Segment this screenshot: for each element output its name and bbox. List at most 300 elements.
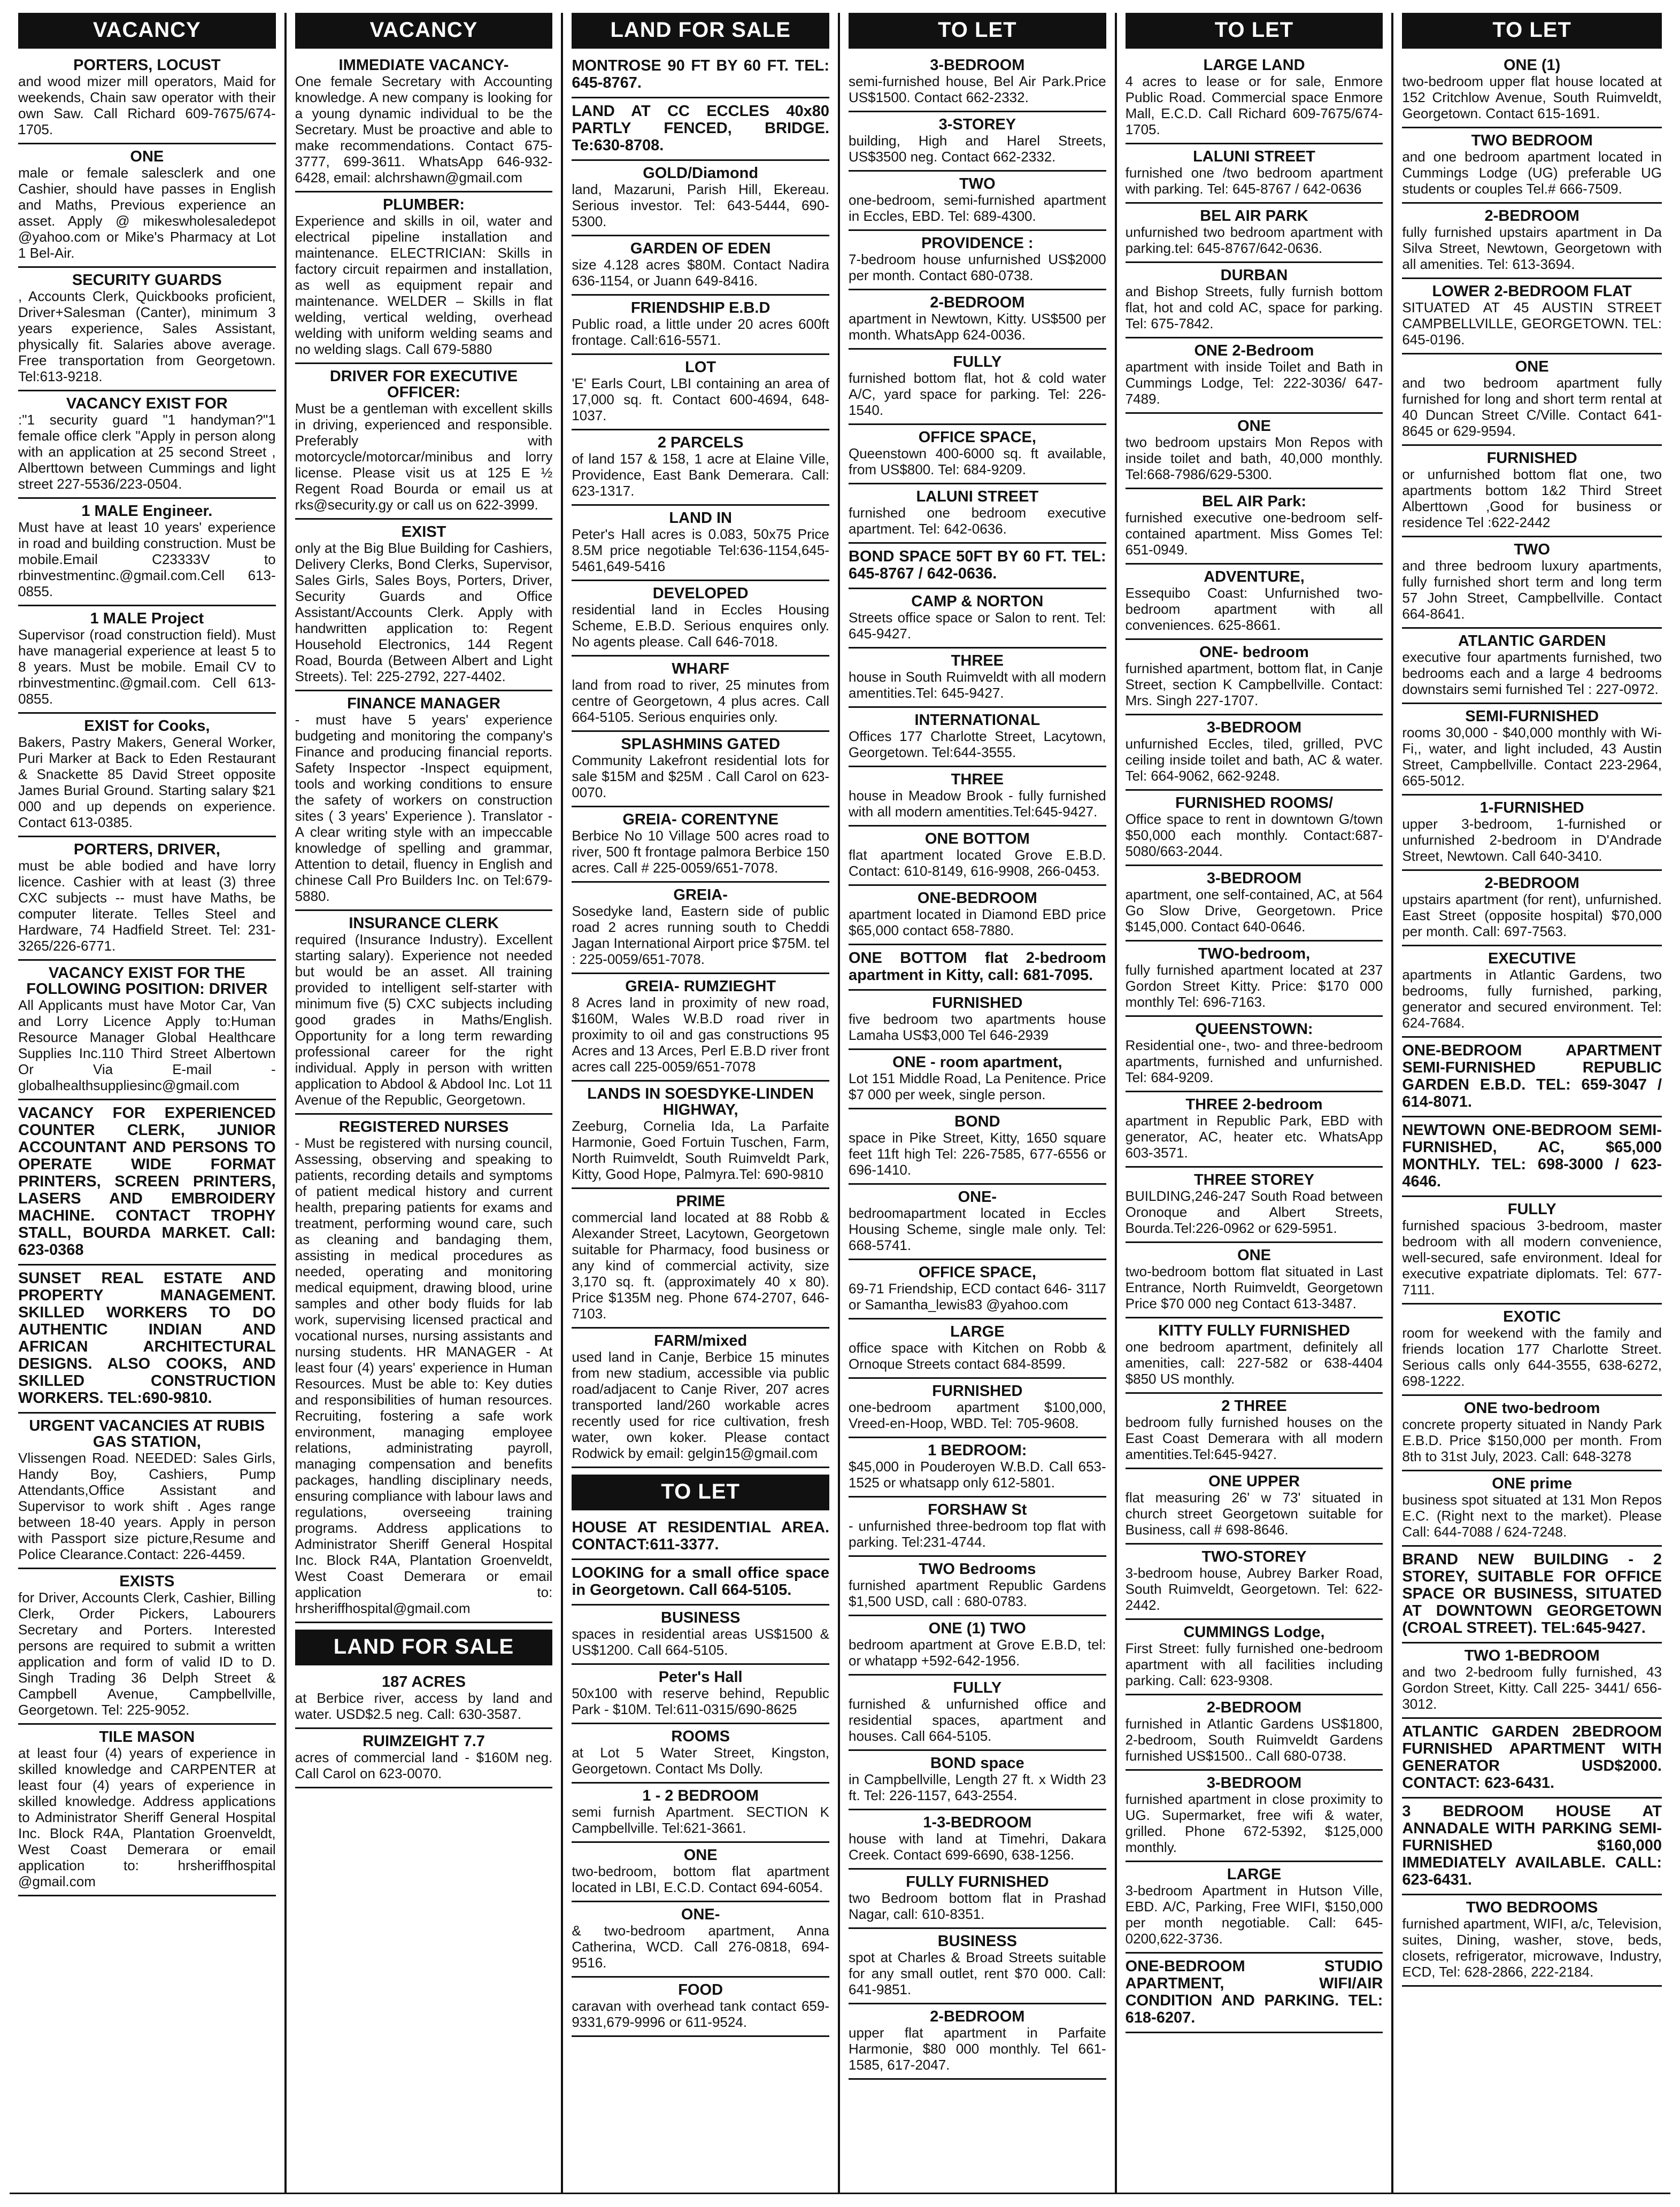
ad-body: one-bedroom apartment $100,000, Vreed-en-Hoop, WBD. Tel: 705-9608.	[849, 1399, 1106, 1431]
classified-ad	[18, 606, 276, 714]
ad-body: two-bedroom upper flat house located at 152 Critchlow Avenue, South Ruimveldt, Georgetown. Contact 615-1691.	[1402, 73, 1662, 121]
classified-ad	[572, 53, 829, 98]
ad-lead: ONE - room apartment,	[892, 1054, 1062, 1071]
ad-body: in Campbellville, Length 27 ft. x Width 23 ft. Tel: 226-1157, 643-2554.	[849, 1771, 1106, 1803]
ad-body: Vlissengen Road. NEEDED: Sales Girls, Handy Boy, Cashiers, Pump Attendants,Office Assistant and Supervisor to work shift . Ages range between 18-40 years. Apply in person with Passport size picture,Resume and Police Clearance.Contact: 226-4459.	[18, 1450, 276, 1562]
classified-ad	[1402, 1396, 1662, 1471]
ad-lead: TWO-STOREY	[1201, 1548, 1307, 1565]
ad-body: apartment with inside Toilet and Bath in Cummings Lodge, Tel: 222-3036/ 647-7489.	[1125, 359, 1383, 407]
ad-lead: 3-BEDROOM	[1206, 870, 1302, 887]
classified-ad	[1126, 1469, 1383, 1545]
ad-lead: THREE STOREY	[1193, 1171, 1315, 1189]
classified-ad	[849, 1929, 1106, 2004]
classified-ad	[572, 1515, 829, 1560]
ad-body: 69-71 Friendship, ECD contact 646- 3117 or Samantha_lewis83 @yahoo.com	[849, 1280, 1106, 1313]
classified-ad	[849, 1751, 1106, 1810]
ad-lead: BEL AIR PARK	[1200, 207, 1308, 225]
ad-body: furnished spacious 3-bedroom, master bedroom with all modern convenience, well-secured, safe environment. Ideal for executive expatriate diplomats. Tel: 677-7111.	[1402, 1217, 1662, 1298]
classified-ad	[572, 1606, 829, 1665]
classified-ad	[295, 192, 553, 364]
ad-body: residential land in Eccles Housing Scheme, E.B.D. Serious enquires only. No agents please. Call 646-7018.	[572, 601, 829, 650]
ad-lead: FINANCE MANAGER	[347, 695, 500, 712]
ad-body: Bakers, Pastry Makers, General Worker, Puri Marker at Back to Eden Restaurant & Snackette 85 David Street opposite James Burial Ground. Starting salary $21 000 and up depends on experience. Contact 613-0385.	[18, 734, 276, 830]
classified-ad	[295, 1670, 553, 1729]
ad-body: upper flat apartment in Parfaite Harmonie, $80 000 monthly. Tel 661-1585, 617-2047.	[849, 2025, 1106, 2073]
classified-ad	[572, 883, 829, 974]
ad-body: apartment, one self-contained, AC, at 564 Go Slow Drive, Georgetown. Price $145,000. Contact 640-0646.	[1125, 886, 1383, 935]
classified-ad	[1126, 263, 1383, 338]
ad-lead: ONE- bedroom	[1199, 644, 1309, 661]
ad-lead: RUIMZEIGHT 7.7	[363, 1733, 485, 1750]
ad-body: at Lot 5 Water Street, Kingston, Georgetown. Contact Ms Dolly.	[572, 1745, 829, 1777]
ad-body: & two-bedroom apartment, Anna Catherina, WCD. Call 276-0818, 694-9516.	[572, 1923, 829, 1971]
classified-ad	[849, 1185, 1106, 1260]
classified-ad	[1402, 354, 1662, 446]
classified-ad	[1126, 1545, 1383, 1620]
classified-ad	[1126, 1092, 1383, 1168]
ad-body: five bedroom two apartments house Lamaha US$3,000 Tel 646-2939	[849, 1011, 1106, 1043]
section-header: TO LET	[1402, 13, 1662, 49]
classified-ad	[849, 1109, 1106, 1185]
classified-ad	[1402, 1799, 1662, 1895]
ad-lead: SEMI-FURNISHED	[1465, 708, 1599, 725]
ad-body: - Must be registered with nursing council, Assessing, observing and speaking to patients, recording details and symptoms of patient medical history and current health, preparing patients for exams and treatment, performing wound care, such as cleaning and bandaging them, assisting in medical procedures as needed, operating and monitoring medical equipment, drawing blood, urine samples and other body fluids for lab work, supervising licensed practical and vocational nurses, nursing assistants and nursing students. HR MANAGER - At least four (4) years' experience in Human Resources. Must be able to: Key duties and responsibilities of human resources. Recruiting, fostering a safe work environment, managing employee relations, administrating payroll, managing compensation and benefits packages, handling disciplinary needs, ensuring compliance with labour laws and regulations, overseeing training programs. Address applications to Administrator Sheriff General Hospital Inc. Block R4A, Plantation Groenveldt, West Coast Demerara or email application to: hrsheriffhospital@gmail.com	[295, 1135, 553, 1616]
classified-ad	[572, 296, 829, 355]
ad-body: concrete property situated in Nandy Park E.B.D. Price $150,000 per month. From 8th to 31st July, 2023. Call: 648-3278	[1402, 1416, 1662, 1464]
ad-lead: ONE	[683, 1847, 718, 1864]
ad-body: furnished one bedroom executive apartment. Tel: 642-0636.	[849, 505, 1106, 537]
classified-ad	[1402, 1471, 1662, 1547]
ad-body: male or female salesclerk and one Cashier, should have passes in English and Maths, Previous experience an asset. Apply @ mikeswholesaledepot @yahoo.com or Mike's Pharmacy at Lot 1 Bel-Air.	[18, 165, 276, 261]
ad-body: BOND SPACE 50FT BY 60 FT. TEL: 645-8767 / 642-0636.	[849, 548, 1106, 582]
ad-body: bedroom fully furnished houses on the East Coast Demerara with all modern amentities.Tel:645-9427.	[1125, 1414, 1383, 1462]
ad-lead: ONE prime	[1492, 1475, 1573, 1492]
ad-lead: DURBAN	[1220, 267, 1288, 284]
page-bottom-rule	[10, 2193, 1670, 2194]
classified-ad	[849, 827, 1106, 886]
ad-lead: WHARF	[672, 660, 730, 677]
classified-ad	[1126, 1168, 1383, 1243]
classified-ad	[1402, 704, 1662, 796]
section-header: VACANCY	[295, 13, 553, 49]
ad-body: NEWTOWN ONE-BEDROOM SEMI-FURNISHED, AC, $65,000 MONTHLY. TEL: 698-3000 / 623-4646.	[1402, 1122, 1662, 1190]
classified-ad	[1126, 1862, 1383, 1954]
ad-lead: 3-BEDROOM	[1206, 1774, 1302, 1792]
ad-body: at least four (4) years of experience in skilled knowledge and CARPENTER at least four (4) years of experience in skilled knowledge. Address applications to Administrator Sheriff General Hospital Inc. Block R4A, Plantation Groenveldt, West Coast Demerara or email application to: hrsheriffhospital @gmail.com	[18, 1745, 276, 1889]
classified-ad	[572, 430, 829, 506]
ad-body: Queenstown 400-6000 sq. ft available, from US$800. Tel: 684-9209.	[849, 445, 1106, 477]
classified-ad	[849, 708, 1106, 767]
ad-body: - unfurnished three-bedroom top flat with parking. Tel:231-4744.	[849, 1518, 1106, 1550]
section-header: LAND FOR SALE	[295, 1630, 553, 1665]
ad-lead: BEL AIR Park:	[1201, 493, 1306, 510]
ad-lead: FARM/mixed	[654, 1332, 747, 1349]
classified-ad	[1402, 279, 1662, 354]
classified-ad	[1402, 1547, 1662, 1643]
classified-ad	[572, 236, 829, 296]
ad-body: upper 3-bedroom, 1-furnished or unfurnished 2-bedroom in D'Andrade Street, Newtown. Call 640-3410.	[1402, 816, 1662, 864]
ad-lead: TWO 1-BEDROOM	[1464, 1647, 1600, 1664]
classified-ad	[572, 1189, 829, 1329]
ad-lead: THREE	[951, 652, 1004, 669]
ad-body: apartment in Newtown, Kitty. US$500 per month. WhatsApp 624-0036.	[849, 311, 1106, 343]
section-header: TO LET	[1126, 13, 1383, 49]
ad-lead: ONE 2-Bedroom	[1194, 342, 1314, 359]
ad-body: fully furnished apartment located at 237 Gordon Street Kitty. Price: $170 000 monthly Tel: 696-7163.	[1125, 962, 1383, 1010]
classified-ad	[849, 991, 1106, 1050]
ad-body: business spot situated at 131 Mon Repos E.C. (Right next to the market). Please Call: 644-7088 / 624-7248.	[1402, 1492, 1662, 1540]
ad-body: furnished apartment, bottom flat, in Canje Street, section K Campbellville. Contact: Mrs. Singh 227-1707.	[1125, 660, 1383, 708]
classified-ad	[849, 1676, 1106, 1751]
classified-ad	[572, 732, 829, 807]
ad-lead: TWO-bedroom,	[1198, 945, 1311, 962]
classified-ad	[1126, 53, 1383, 144]
ad-lead: VACANCY EXIST FOR	[66, 395, 228, 412]
ad-lead: 1 - 2 BEDROOM	[642, 1787, 759, 1804]
ad-body: 3 BEDROOM HOUSE AT ANNADALE WITH PARKING SEMI-FURNISHED $160,000 IMMEDIATELY AVAILABLE. CALL: 623-6431.	[1402, 1803, 1662, 1888]
classified-ad	[295, 1115, 553, 1623]
ad-body: used land in Canje, Berbice 15 minutes from new stadium, accessible via public road/adjacent to Canje River, 207 acres transported land/260 workable acres recently used for rice cultivation, fresh water, own koker. Please contact Rodwick by email: gelgin15@gmail.com	[572, 1349, 829, 1461]
ad-lead: BOND space	[930, 1755, 1024, 1772]
classified-ad	[1126, 489, 1383, 565]
classified-ad	[18, 1725, 276, 1896]
ad-lead: 187 ACRES	[382, 1673, 466, 1691]
classified-ad	[1126, 1771, 1383, 1862]
ad-lead: DEVELOPED	[652, 585, 749, 602]
ad-lead: PORTERS, DRIVER,	[73, 841, 220, 858]
ad-body: BUILDING,246-247 South Road between Oronoque and Albert Streets, Bourda.Tel:226-0962 or 629-5951.	[1125, 1188, 1383, 1236]
ad-lead: ATLANTIC GARDEN	[1458, 632, 1606, 650]
ad-lead: 1 MALE Project	[90, 610, 204, 627]
classified-ad	[18, 391, 276, 499]
ad-body: of land 157 & 158, 1 acre at Elaine Ville, Providence, East Bank Demerara. Call: 623-1317.	[572, 451, 829, 499]
classified-ad	[572, 974, 829, 1082]
ad-lead: 2 PARCELS	[657, 434, 744, 451]
classified-ad	[572, 98, 829, 161]
ad-body: spot at Charles & Broad Streets suitable for any small outlet, rent $70 000. Call: 641-9851.	[849, 1949, 1106, 1997]
classified-ad	[849, 1050, 1106, 1109]
classified-column-3	[563, 13, 840, 2194]
ad-lead: CUMMINGS Lodge,	[1183, 1624, 1325, 1641]
ad-body: 7-bedroom house unfurnished US$2000 per month. Contact 680-0738.	[849, 251, 1106, 283]
ad-lead: 2 THREE	[1221, 1398, 1287, 1415]
ad-lead: FULLY	[953, 353, 1002, 371]
classified-ad	[849, 886, 1106, 945]
ad-body: 'E' Earls Court, LBI containing an area of 17,000 sq. ft. Contact 600-4694, 648-1037.	[572, 375, 829, 423]
ad-body: Peter's Hall acres is 0.083, 50x75 Price 8.5M price negotiable Tel:636-1154,645-5461,649-5416	[572, 526, 829, 574]
ad-lead: ONE-	[681, 1906, 720, 1923]
ad-lead: PORTERS, LOCUST	[73, 57, 221, 74]
ad-body: Community Lakefront residential lots for sale $15M and $25M . Call Carol on 623-0070.	[572, 752, 829, 800]
ad-body: two Bedroom bottom flat in Prashad Nagar, call: 610-8351.	[849, 1890, 1106, 1922]
classified-ad	[849, 2004, 1106, 2080]
classified-ad	[572, 1784, 829, 1843]
ad-body: furnished & unfurnished office and residential spaces, apartment and houses. Call 664-5105.	[849, 1696, 1106, 1744]
ad-body: One female Secretary with Accounting knowledge. A new company is looking for a young dynamic individual to be the Secretary. Must be proactive and able to make recommendations. Contact 675-3777, 699-3611. WhatsApp 646-932-6428, email: alchrshawn@gmail.com	[295, 73, 553, 186]
ad-body: Must have at least 10 years' experience in road and building construction. Must be mobile.Email C23333V to rbinvestmentinc.@gmail.com.Cell 613-0855.	[18, 519, 276, 599]
classified-ad	[849, 484, 1106, 544]
classified-ad	[572, 807, 829, 883]
ad-lead: 1 MALE Engineer.	[81, 503, 213, 520]
ad-lead: GREIA-	[673, 886, 728, 904]
ad-body: and Bishop Streets, fully furnish bottom flat, hot and cold AC, space for parking. Tel: 675-7842.	[1125, 283, 1383, 331]
ad-lead: TWO	[959, 175, 996, 192]
classified-column-4	[840, 13, 1117, 2194]
classifieds-columns	[10, 13, 1670, 2194]
ad-body: and three bedroom luxury apartments, fully furnished short term and long term 57 John Street, Campbellville. Contact 664-8641.	[1402, 558, 1662, 622]
classified-ad	[1402, 446, 1662, 537]
ad-body: Lot 151 Middle Road, La Penitence. Price $7 000 per week, single person.	[849, 1070, 1106, 1102]
classified-ad	[572, 657, 829, 732]
ad-lead: 2-BEDROOM	[1484, 875, 1579, 892]
ad-lead: VACANCY EXIST FOR THE FOLLOWING POSITION: DRIVER	[26, 964, 268, 998]
ad-lead: 3-BEDROOM	[1206, 719, 1302, 736]
ad-body: :"1 security guard "1 handyman?"1 female office clerk "Apply in person along with an application at 25 second Street , Alberttown between Cummings and light street 227-5536/223-0504.	[18, 412, 276, 492]
ad-body: Must be a gentleman with excellent skills in driving, experienced and responsible. Preferably with motorcycle/motorcar/minibus and lorry license. Please visit us at 125 E ½ Regent Road Bourda or email us at rks@security.gy or call us on 622-3999.	[295, 400, 553, 513]
ad-lead: 2-BEDROOM	[930, 294, 1025, 311]
ad-lead: GREIA- CORENTYNE	[622, 811, 779, 828]
ad-body: house with land at Timehri, Dakara Creek. Contact 699-6690, 638-1256.	[849, 1831, 1106, 1863]
ad-body: semi furnish Apartment. SECTION K Campbellville. Tel:621-3661.	[572, 1804, 829, 1836]
ad-body: Zeeburg, Cornelia Ida, La Parfaite Harmonie, Goed Fortuin Tuschen, Farm, North Ruimveldt, South Ruimveldt Park, Kitty, Good Hope, Palmyra.Tel: 690-9810	[572, 1118, 829, 1182]
ad-lead: FURNISHED	[932, 1383, 1023, 1400]
ad-body: two-bedroom bottom flat situated in Last Entrance, North Ruimveldt, Georgetown Price $70 000 neg Contact 613-3487.	[1125, 1263, 1383, 1311]
classified-ad	[295, 520, 553, 691]
ad-lead: LOWER 2-BEDROOM FLAT	[1432, 283, 1632, 300]
ad-body: Streets office space or Salon to rent. Tel: 645-9427.	[849, 609, 1106, 642]
ad-lead: ONE	[1237, 1247, 1271, 1264]
classified-ad	[1402, 1719, 1662, 1799]
ad-body: ONE-BEDROOM APARTMENT SEMI-FURNISHED REPUBLIC GARDEN E.B.D. TEL: 659-3047 / 614-8071.	[1402, 1042, 1662, 1110]
classified-ad	[1402, 796, 1662, 871]
ad-lead: URGENT VACANCIES AT RUBIS GAS STATION,	[29, 1417, 265, 1450]
ad-lead: 1-FURNISHED	[1479, 799, 1584, 816]
classified-column-2	[287, 13, 564, 2194]
ad-lead: IMMEDIATE VACANCY-	[338, 57, 509, 74]
ad-lead: TWO	[1514, 541, 1550, 558]
classified-ad	[849, 1870, 1106, 1929]
ad-body: required (Insurance Industry). Excellent starting salary). Experience not needed but would be an asset. All training provided to intelligent self-starter with minimum five (5) CXC subjects including good grades in Maths/English. Opportunity for a long term rewarding professional career for the right individual. Apply in person with written application to Abdool & Abdool Inc. Lot 11 Avenue of the Republic, Georgetown.	[295, 931, 553, 1108]
ad-body: one-bedroom, semi-furnished apartment in Eccles, EBD. Tel: 689-4300.	[849, 192, 1106, 224]
ad-body: apartments in Atlantic Gardens, two bedrooms, fully furnished, parking, generator and secured environment. Tel: 624-7684.	[1402, 967, 1662, 1031]
classified-ad	[1402, 871, 1662, 946]
ad-body: ONE BOTTOM flat 2-bedroom apartment in Kitty, call: 681-7095.	[849, 950, 1106, 984]
classified-ad	[849, 112, 1106, 172]
classified-ad	[1402, 629, 1662, 704]
classified-ad	[1126, 715, 1383, 791]
classified-ad	[1126, 1243, 1383, 1318]
classified-ad	[849, 1616, 1106, 1676]
ad-body: and two bedroom apartment fully furnished for long and short term rental at 40 Duncan Street C/Ville. Contact 641-8645 or 629-9594.	[1402, 375, 1662, 439]
ad-body: Experience and skills in oil, water and electrical pipeline installation and maintenance. ELECTRICIAN: Skills in factory circuit repairmen and installation, as well as equipment repair and maintenance. WELDER – Skills in flat welding, vertical welding, overhead welding with uniform welding seams and no welding slags. Call 679-5880	[295, 213, 553, 357]
ad-lead: 1-3-BEDROOM	[923, 1814, 1032, 1831]
ad-lead: LALUNI STREET	[1193, 148, 1315, 165]
classified-ad	[572, 1843, 829, 1902]
ad-lead: PRIME	[676, 1193, 726, 1210]
ad-body: executive four apartments furnished, two bedrooms each and a large 4 bedrooms downstairs semi furnished Tel : 227-0972.	[1402, 649, 1662, 697]
ad-lead: OFFICE SPACE,	[918, 429, 1036, 446]
ad-body: furnished apartment in close proximity to UG. Supermarket, free wifi & water, grilled. Phone 672-5392, $125,000 monthly.	[1125, 1791, 1383, 1855]
ad-body: BRAND NEW BUILDING - 2 STOREY, SUITABLE FOR OFFICE SPACE OR BUSINESS, SITUATED AT DOWNTOWN GEORGETOWN (CROAL STREET). TEL:645-9427.	[1402, 1551, 1662, 1637]
ad-body: rooms 30,000 - $40,000 monthly with Wi-Fi,, water, and light included, 43 Austin Street, Campbellville. Contact 223-2964, 665-5012.	[1402, 724, 1662, 789]
ad-body: furnished one /two bedroom apartment with parking. Tel: 645-8767 / 642-0636	[1125, 165, 1383, 197]
ad-lead: THREE 2-bedroom	[1185, 1096, 1323, 1113]
ad-lead: INTERNATIONAL	[914, 712, 1041, 729]
ad-lead: ONE UPPER	[1208, 1473, 1300, 1490]
classified-ad	[295, 1729, 553, 1788]
classified-ad	[849, 1810, 1106, 1870]
ad-lead: Peter's Hall	[658, 1669, 743, 1686]
ad-body: upstairs apartment (for rent), unfurnished. East Street (opposite hospital) $70,000 per month. Call: 697-7563.	[1402, 891, 1662, 939]
ad-body: Berbice No 10 Village 500 acres road to river, 500 ft frontage palmora Berbice 150 acres. Call # 225-0059/651-7078.	[572, 828, 829, 876]
ad-lead: THREE	[951, 771, 1004, 788]
ad-lead: TWO BEDROOM	[1471, 132, 1593, 149]
classified-column-5	[1117, 13, 1394, 2194]
classified-ad	[18, 1569, 276, 1725]
classified-ad	[18, 1414, 276, 1569]
ad-lead: LARGE	[950, 1323, 1005, 1340]
classified-ad	[849, 1498, 1106, 1557]
ad-body: 4 acres to lease or for sale, Enmore Public Road. Commercial space Enmore Mall, E.C.D. Call Richard 609-7675/674-1705.	[1125, 73, 1383, 137]
ad-body: for Driver, Accounts Clerk, Cashier, Billing Clerk, Order Pickers, Labourers Secretary and Porters. Interested persons are required to submit a written application and form of valid ID to D. Singh Trading 36 Delph Street & Campbell Avenue, Campbellville, Georgetown. Tel: 225-9052.	[18, 1589, 276, 1718]
classified-ad	[1402, 946, 1662, 1038]
ad-lead: LANDS IN SOESDYKE-LINDEN HIGHWAY,	[587, 1085, 814, 1118]
ad-lead: FORSHAW St	[928, 1501, 1027, 1518]
ad-lead: ONE (1) TWO	[928, 1620, 1026, 1637]
ad-lead: GREIA- RUMZIEGHT	[625, 978, 776, 995]
classified-ad	[1402, 1305, 1662, 1396]
classified-ad	[295, 691, 553, 911]
classified-ad	[1402, 1197, 1662, 1305]
ad-lead: EXOTIC	[1503, 1308, 1561, 1325]
classified-ad	[572, 506, 829, 581]
ad-lead: EXECUTIVE	[1488, 950, 1576, 967]
ad-body: acres of commercial land - $160M neg. Call Carol on 623-0070.	[295, 1749, 553, 1781]
classified-ad	[1126, 1620, 1383, 1695]
classified-ad	[572, 1902, 829, 1978]
ad-lead: ONE	[1237, 418, 1271, 435]
classified-ad	[18, 268, 276, 391]
ad-lead: LALUNI STREET	[916, 488, 1039, 505]
ad-body: furnished executive one-bedroom self-contained apartment. Miss Gomes Tel: 651-0949.	[1125, 510, 1383, 558]
classified-ad	[572, 1329, 829, 1468]
ad-body: bedroomapartment located in Eccles Housing Scheme, single male only. Tel: 668-5741.	[849, 1205, 1106, 1253]
ad-lead: TWO Bedrooms	[919, 1561, 1036, 1578]
ad-lead: FURNISHED	[1486, 450, 1577, 467]
classified-ad	[295, 364, 553, 520]
ad-lead: ROOMS	[671, 1728, 730, 1745]
ad-body: furnished apartment Republic Gardens $1,500 USD, call : 680-0783.	[849, 1577, 1106, 1609]
ad-body: All Applicants must have Motor Car, Van and Lorry Licence Apply to:Human Resource Manager Global Healthcare Supplies Inc.110 Third Street Albertown Or Via E-mail - globalhealthsuppliesinc@gmail.com	[18, 997, 276, 1093]
ad-lead: ADVENTURE,	[1204, 568, 1305, 585]
ad-body: HOUSE AT RESIDENTIAL AREA. CONTACT:611-3377.	[572, 1519, 829, 1553]
ad-lead: GOLD/Diamond	[643, 165, 759, 182]
classified-ad	[572, 1978, 829, 2037]
ad-body: furnished in Atlantic Gardens US$1800, 2-bedroom, South Ruimveldt Gardens furnished US$1500.. Call 680-0738.	[1125, 1716, 1383, 1764]
ad-body: 3-bedroom Apartment in Hutson Ville, EBD. A/C, Parking, Free WIFI, $150,000 per month negotiable. Call: 645-0200,622-3736.	[1125, 1882, 1383, 1947]
ad-lead: LAND IN	[669, 510, 732, 527]
ad-body: Office space to rent in downtown G/town $50,000 each monthly. Contact:687-5080/663-2044.	[1125, 811, 1383, 859]
classified-ad	[1126, 640, 1383, 715]
ad-lead: TILE MASON	[99, 1728, 195, 1746]
ad-body: only at the Big Blue Building for Cashiers, Delivery Clerks, Bond Clerks, Supervisor, Sales Girls, Sales Boys, Porters, Driver, Security Guards and Office Assistant/Accounts Clerk. Apply with handwritten application to: Regent Household Electronics, 144 Regent Road, Bourda (Between Albert and Light Streets). Tel: 225-2792, 227-4402.	[295, 540, 553, 684]
ad-body: Offices 177 Charlotte Street, Lacytown, Georgetown. Tel:644-3555.	[849, 728, 1106, 760]
classified-ad	[572, 1665, 829, 1724]
classified-ad	[1126, 144, 1383, 204]
ad-body: and wood mizer mill operators, Maid for weekends, Chain saw operator with their own Saw. Call Richard 609-7675/674-1705.	[18, 73, 276, 137]
ad-body: house in Meadow Brook - fully furnished with all modern amentities.Tel:645-9427.	[849, 788, 1106, 820]
ad-body: , Accounts Clerk, Quickbooks proficient, Driver+Salesman (Canter), minimum 3 years experience, Sales Assistant, physically fit. Salaries above average. Free transportation from Georgetown. Tel:613-9218.	[18, 288, 276, 384]
ad-lead: LOT	[685, 359, 716, 376]
classified-ad	[1402, 1117, 1662, 1197]
ad-lead: 3-STOREY	[938, 116, 1016, 133]
ad-body: land from road to river, 25 minutes from centre of Georgetown, 4 plus acres. Call 664-5105. Serious enquiries only.	[572, 677, 829, 725]
ad-lead: FULLY	[953, 1679, 1002, 1696]
classified-ad	[572, 1082, 829, 1189]
ad-lead: ONE BOTTOM	[924, 830, 1030, 847]
ad-lead: 1 BEDROOM:	[928, 1442, 1027, 1459]
ad-lead: ONE two-bedroom	[1463, 1400, 1600, 1417]
ad-body: 8 Acres land in proximity of new road, $160M, Wales W.B.D road river in proximity to oil and gas constructions 95 Acres and 13 Arces, Perl E.B.D river front acres call 225-0059/651-7078	[572, 994, 829, 1075]
section-header: TO LET	[849, 13, 1106, 49]
classified-ad	[572, 161, 829, 236]
ad-lead: BUSINESS	[937, 1933, 1017, 1950]
ad-lead: EXISTS	[119, 1573, 175, 1590]
ad-body: space in Pike Street, Kitty, 1650 square feet 11ft high Tel: 226-7585, 677-6556 or 696-1410.	[849, 1130, 1106, 1178]
ad-body: LAND AT CC ECCLES 40x80 PARTLY FENCED, BRIDGE. Te:630-8708.	[572, 103, 829, 154]
ad-body: must be able bodied and have lorry licence. Cashier with at least (3) three CXC subjects -- must have Maths, be computer literate. Telles Steel and Hardware, 74 Hadfield Street. Tel: 231-3265/226-6771.	[18, 858, 276, 954]
classified-ad	[572, 1560, 829, 1606]
classified-ad	[1402, 1895, 1662, 1987]
ad-lead: KITTY FULLY FURNISHED	[1158, 1322, 1350, 1339]
ad-body: Sosedyke land, Eastern side of public road 2 acres running south to Cheddi Jagan International Airport price $75M. tel : 225-0059/651-7078.	[572, 903, 829, 967]
classified-ad	[849, 945, 1106, 991]
ad-lead: CAMP & NORTON	[911, 593, 1044, 610]
classified-ad	[1126, 1394, 1383, 1469]
classified-ad	[18, 714, 276, 837]
classified-ad	[1126, 866, 1383, 942]
ad-body: office space with Kitchen on Robb & Ornoque Streets contact 684-8599.	[849, 1340, 1106, 1372]
classified-ad	[1126, 565, 1383, 640]
classified-ad	[18, 1100, 276, 1265]
ad-body: building, High and Harel Streets, US$3500 neg. Contact 662-2332.	[849, 133, 1106, 165]
classified-ad	[849, 425, 1106, 484]
classified-ad	[849, 172, 1106, 231]
ad-body: flat apartment located Grove E.B.D. Contact: 610-8149, 616-9908, 266-0453.	[849, 847, 1106, 879]
ad-lead: REGISTERED NURSES	[338, 1118, 509, 1136]
ad-body: and two 2-bedroom fully furnished, 43 Gordon Street, Kitty. Call 225- 3441/ 656-3012.	[1402, 1664, 1662, 1712]
classified-ad	[1126, 791, 1383, 866]
ad-body: - must have 5 years' experience budgeting and monitoring the company's Finance and producing financial reports. Safety Inspector -Inspect equipment, tools and working conditions to ensure the safety of workers on construction sites ( 3 years' Experience ). Translator - A clear writing style with an impeccable knowledge of spelling and grammar, Attention to detail, fluency in English and chinese Call Pro Builders Inc. on Tel:679-5880.	[295, 712, 553, 904]
ad-body: or unfurnished bottom flat one, two apartments bottom 1&2 Third Street Alberttown ,Good for business or residence Tel :622-2442	[1402, 466, 1662, 530]
classified-ad	[18, 499, 276, 606]
ad-lead: LARGE LAND	[1203, 57, 1305, 74]
classified-ad	[572, 1724, 829, 1784]
ad-lead: 2-BEDROOM	[930, 2008, 1025, 2025]
classified-ad	[1126, 1318, 1383, 1394]
ad-body: one bedroom apartment, definitely all amenities, call: 227-582 or 638-4404 $850 US monthly.	[1125, 1339, 1383, 1387]
ad-body: flat measuring 26' w 73' situated in church street Georgetown suitable for Business, call # 698-8646.	[1125, 1490, 1383, 1538]
ad-lead: GARDEN OF EDEN	[630, 240, 771, 257]
classified-ad	[849, 649, 1106, 708]
ad-lead: 2-BEDROOM	[1484, 207, 1579, 225]
ad-body: at Berbice river, access by land and water. USD$2.5 neg. Call: 630-3587.	[295, 1690, 553, 1722]
ad-body: two bedroom upstairs Mon Repos with inside toilet and bath, 40,000 monthly. Tel:668-7986/629-5300.	[1125, 434, 1383, 482]
classified-ad	[1402, 1643, 1662, 1719]
ad-body: Residential one-, two- and three-bedroom apartments, furnished and unfurnished. Tel: 684-9209.	[1125, 1037, 1383, 1085]
ad-body: Supervisor (road construction field). Must have managerial experience at least 5 to 8 years. Must be mobile. Email CV to rbinvestmentinc.@gmail.com. Cell 613-0855.	[18, 627, 276, 707]
ad-body: house in South Ruimveldt with all modern amentities.Tel: 645-9427.	[849, 669, 1106, 701]
